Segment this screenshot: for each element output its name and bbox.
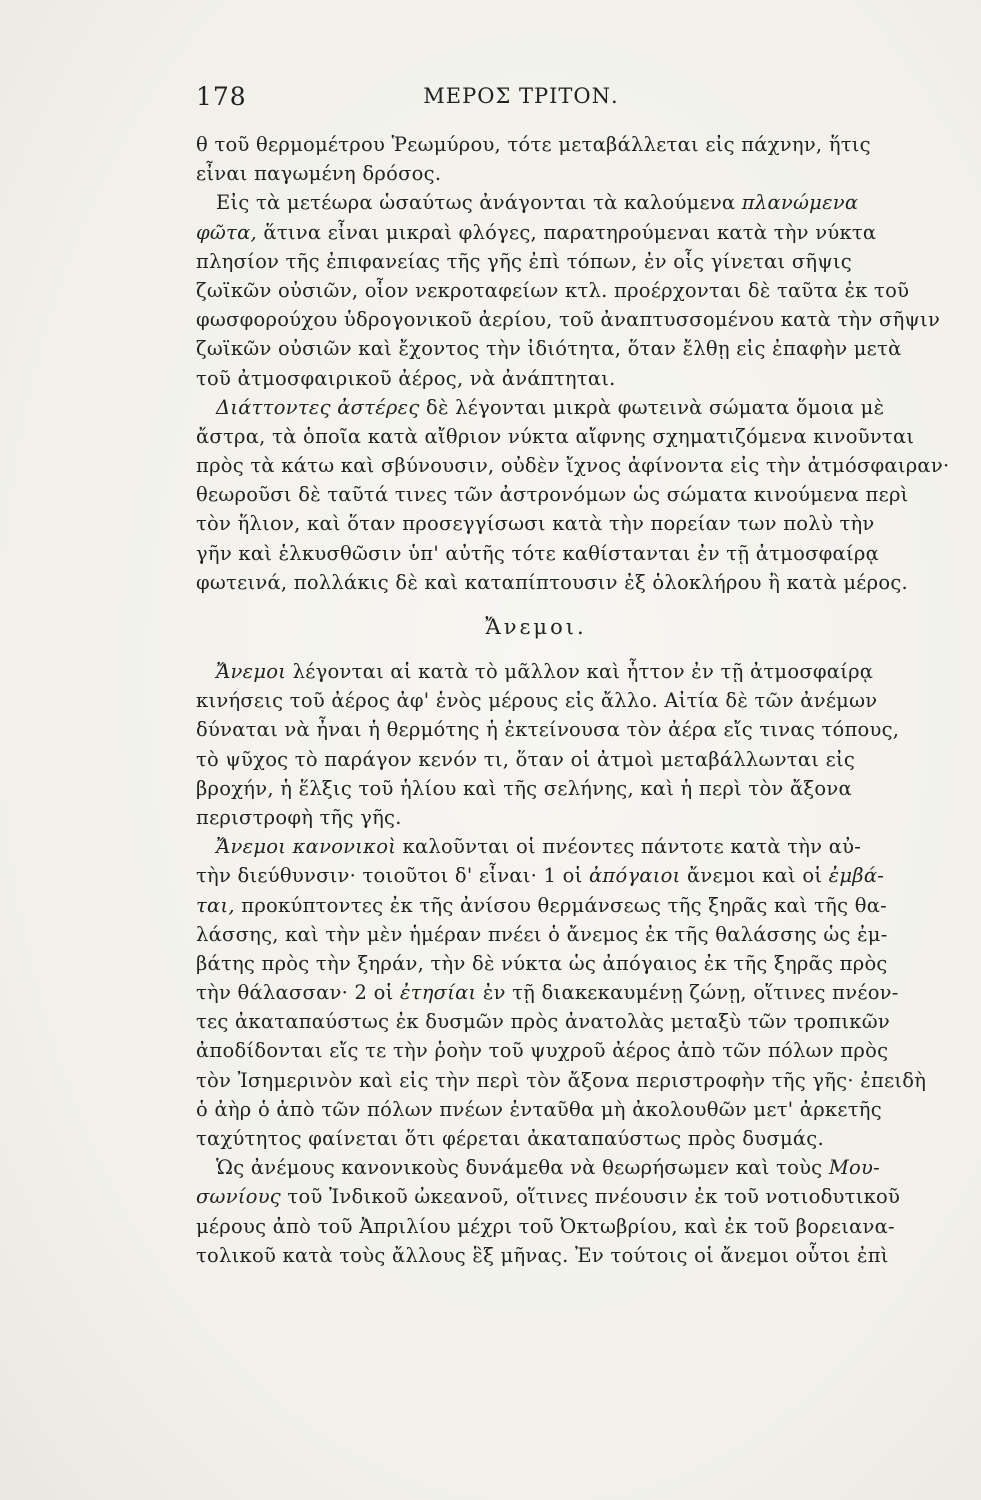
running-title: ΜΕΡΟΣ ΤΡΙΤΟΝ. (423, 84, 619, 108)
text-line: κινήσεις τοῦ ἀέρος ἀφ' ἑνὸς μέρους εἰς ἄλλο. Αἰτία δὲ τῶν ἀνέμων (196, 689, 878, 713)
italic-term: ἐτησίαι (399, 981, 477, 1005)
page-number: 178 (196, 82, 247, 111)
italic-term: φῶτα, (196, 220, 257, 244)
text-line (196, 861, 885, 890)
text-line: φωτεινά, πολλάκις δὲ καὶ καταπίπτουσιν ἐξ ὁλοκλήρου ἢ κατὰ μέρος. (196, 570, 908, 594)
text-run: Εἰς τὰ μετέωρα ὡσαύτως ἀνάγονται τὰ καλούμενα (216, 191, 742, 215)
text-run: τὴν θάλασσαν· 2 οἱ (196, 981, 400, 1005)
italic-term: Ἄνεμοι (216, 660, 287, 683)
text-line: ζωϊκῶν οὐσιῶν καὶ ἔχοντος τὴν ἰδιότητα, ὅταν ἔλθῃ εἰς ἐπαφὴν μετὰ (196, 337, 902, 361)
body-text (196, 130, 950, 1270)
text-line: ζωϊκῶν οὐσιῶν, οἷον νεκροταφείων κτλ. προέρχονται δὲ ταῦτα ἐκ τοῦ (196, 278, 910, 302)
text-line: μέρους ἀπὸ τοῦ Ἀπριλίου μέχρι τοῦ Ὀκτωβρίου, καὶ ἐκ τοῦ βορειανα- (196, 1214, 895, 1238)
text-line: τὸ ψῦχος τὸ παράγον κενόν τι, ὅταν οἱ ἀτμοὶ μεταβάλλωνται εἰς (196, 747, 856, 771)
text-line: ταχύτητος φαίνεται ὅτι φέρεται ἀκαταπαύστως πρὸς δυσμάς. (196, 1127, 824, 1150)
text-run: καλοῦνται οἱ πνέοντες πάντοτε κατὰ τὴν αὐ- (396, 835, 862, 859)
italic-term: σωνίους (196, 1185, 281, 1209)
text-line: τες ἀκαταπαύστως ἐκ δυσμῶν πρὸς ἀνατολὰς μεταξὺ τῶν τροπικῶν (196, 1010, 890, 1034)
text-line: ἀποδίδονται εἴς τε τὴν ῥοὴν τοῦ ψυχροῦ ἀέρος ἀπὸ τῶν πόλων πρὸς (196, 1039, 889, 1063)
text-line: τὸν Ἰσημερινὸν καὶ εἰς τὴν περὶ τὸν ἄξονα περιστροφὴν τῆς γῆς· ἐπειδὴ (196, 1068, 927, 1092)
text-line: γῆν καὶ ἑλκυσθῶσιν ὑπ' αὐτῆς τότε καθίστανται ἐν τῇ ἀτμοσφαίρᾳ (196, 541, 880, 565)
text-line: λάσσης, καὶ τὴν μὲν ἡμέραν πνέει ὁ ἄνεμος ἐκ τῆς θαλάσσης ὡς ἐμ- (196, 922, 888, 946)
italic-term: Διάττοντες ἀστέρες (216, 395, 420, 419)
text-line (196, 978, 899, 1007)
text-run: τοῦ Ἰνδικοῦ ὠκεανοῦ, οἵτινες πνέουσιν ἐκ τοῦ νοτιοδυτικοῦ (280, 1185, 901, 1209)
text-line (196, 1153, 880, 1182)
italic-term: ται, (196, 893, 235, 917)
text-line: πλησίον τῆς ἐπιφανείας τῆς γῆς ἐπὶ τόπων, ἐν οἷς γίνεται σῆψις (196, 249, 852, 273)
text-line: ὁ ἀὴρ ὁ ἀπὸ τῶν πόλων πνέων ἐνταῦθα μὴ ἀκολουθῶν μετ' ἀρκετῆς (196, 1097, 882, 1121)
text-line (196, 218, 876, 247)
italic-term: ἀπόγαιοι (588, 864, 681, 888)
text-line: φωσφορούχου ὑδρογονικοῦ ἀερίου, τοῦ ἀναπτυσσομένου κατὰ τὴν σῆψιν (196, 308, 941, 332)
text-line: περιστροφὴ τῆς γῆς. (196, 805, 402, 829)
text-run: ἐν τῇ διακεκαυμένῃ ζώνῃ, οἵτινες πνέον- (476, 981, 899, 1005)
text-line: θ τοῦ θερμομέτρου Ῥεωμύρου, τότε μεταβάλλεται εἰς πάχνην, ἥτις (196, 133, 871, 156)
text-line: ἄστρα, τὰ ὁποῖα κατὰ αἴθριον νύκτα αἴφνης σχηματιζόμενα κινοῦνται (196, 424, 915, 448)
text-line (196, 657, 876, 686)
italic-term: Ἄνεμοι κανονικοὶ (216, 835, 397, 859)
italic-term: ἐμβά- (828, 864, 885, 888)
page-header (196, 82, 846, 122)
text-line (196, 891, 887, 920)
text-line: δύναται νὰ ἦναι ἡ θερμότης ἡ ἐκτείνουσα τὸν ἀέρα εἴς τινας τόπους, (196, 718, 900, 742)
text-line: βροχήν, ἡ ἕλξις τοῦ ἡλίου καὶ τῆς σελήνης, καὶ ἡ περὶ τὸν ἄξονα (196, 776, 852, 800)
text-run: ἄνεμοι καὶ οἱ (680, 864, 829, 888)
text-line: τολικοῦ κατὰ τοὺς ἄλλους ἓξ μῆνας. Ἐν τούτοις οἱ ἄνεμοι οὗτοι ἐπὶ (196, 1243, 889, 1267)
text-line: βάτης πρὸς τὴν ξηράν, τὴν δὲ νύκτα ὡς ἀπόγαιος ἐκ τῆς ξηρᾶς πρὸς (196, 951, 888, 975)
italic-term: Μου- (828, 1156, 880, 1180)
text-run: προκύπτοντες ἐκ τῆς ἀνίσου θερμάνσεως τῆς ξηρᾶς καὶ τῆς θα- (234, 893, 887, 917)
text-run: λέγονται αἱ κατὰ τὸ μᾶλλον καὶ ἧττον ἐν τῇ ἀτμοσφαίρᾳ (286, 660, 874, 683)
text-line (196, 1182, 901, 1211)
text-line: πρὸς τὰ κάτω καὶ σβύνουσιν, οὐδὲν ἴχνος ἀφίνοντα εἰς τὴν ἀτμόσφαιραν· (196, 454, 950, 478)
text-line (196, 393, 885, 422)
italic-term: πλανώμενα (741, 191, 859, 215)
text-run: τὴν διεύθυνσιν· τοιοῦτοι δ' εἶναι· 1 οἱ (196, 864, 589, 888)
text-line: τοῦ ἀτμοσφαιρικοῦ ἀέρος, νὰ ἀνάπτηται. (196, 366, 616, 390)
text-line: εἶναι παγωμένη δρόσος. (196, 162, 442, 186)
text-run: Ὡς ἀνέμους κανονικοὺς δυνάμεθα νὰ θεωρήσωμεν καὶ τοὺς (216, 1156, 829, 1180)
text-run: ἅτινα εἶναι μικραὶ φλόγες, παρατηρούμεναι κατὰ τὴν νύκτα (256, 220, 877, 244)
text-run: δὲ λέγονται μικρὰ φωτεινὰ σώματα ὅμοια μὲ (419, 395, 885, 419)
section-heading: Ἄνεμοι. (485, 615, 587, 639)
text-line: θεωροῦσι δὲ ταῦτά τινες τῶν ἀστρονόμων ὡς σώματα κινούμενα περὶ (196, 483, 909, 507)
text-line (196, 188, 876, 217)
text-line: τὸν ἥλιον, καὶ ὅταν προσεγγίσωσι κατὰ τὴν πορείαν των πολὺ τὴν (196, 512, 875, 536)
text-line (196, 832, 876, 861)
